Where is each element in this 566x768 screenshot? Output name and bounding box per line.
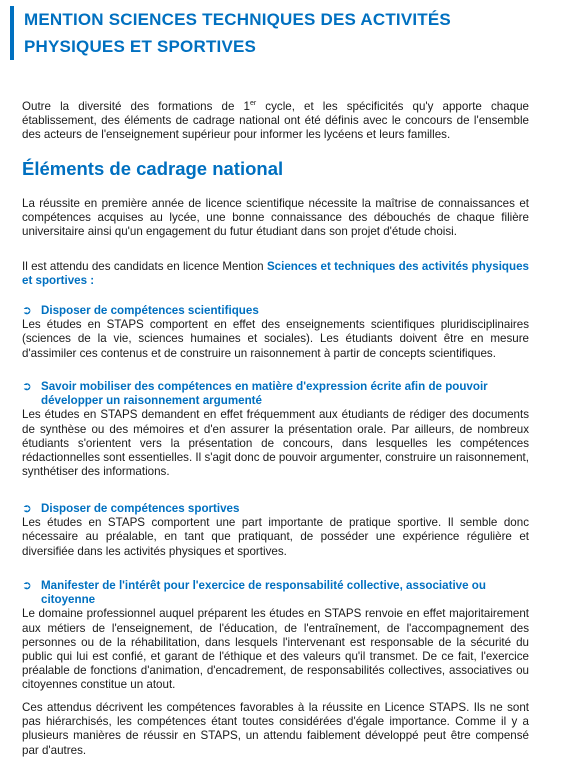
arrow-bullet-icon: ➲ (22, 380, 32, 393)
section-scientifiques (22, 304, 529, 361)
superscript-er: er (249, 100, 257, 107)
outro-paragraph: Ces attendus décrivent les compétences favorables à la réussite en Licence STAPS. Ils ne sont pas hiérarchisés, les compétences étant toutes considérées d'égale importance. Comme il y a plusieurs manières de réussir en STAPS, un attendu faiblement développé peut être compensé par d'autres. (22, 701, 529, 757)
intro-paragraph: Outre la diversité des formations de 1er cycle, et les spécificités qu'y apporte chaque établissement, des éléments de cadrage national ont été définis avec le concours de l'ensemble des acteurs de l'enseignement supérieur pour informer les lycéens et leurs familles. (22, 99, 529, 142)
arrow-bullet-icon: ➲ (22, 502, 32, 515)
intro-block (22, 97, 529, 142)
section-text-1: Les études en STAPS comportent en effet des enseignements scientifiques pluridisciplinaires (sciences de la vie, sciences humaines et sociales). Les étudiants doivent être en mesure d'assimiler ces contenus et de construire un raisonnement à partir de concepts scientifiques. (22, 318, 529, 360)
attendu-block (22, 260, 529, 288)
title-line-1: MENTION SCIENCES TECHNIQUES DES ACTIVITÉS (24, 10, 451, 29)
section-expression-ecrite (22, 380, 529, 479)
section-heading-2: ➲ Savoir mobiliser des compétences en matière d'expression écrite afin de pouvoir développer un raisonnement argumenté (22, 380, 488, 408)
section-text-2: Les études en STAPS demandent en effet fréquemment aux étudiants de rédiger des documents de synthèse ou des mémoires et d'en assurer la présentation orale. Par ailleurs, de nombreux étudiants s'orientent vers la présentation de concours, dans lesquelles les compétences rédactionnelles sont essentielles. Il s'agit donc de pouvoir argumenter, construire un raisonnement, synthétiser des informations. (22, 408, 529, 479)
attendu-paragraph: Il est attendu des candidats en licence Mention Sciences et techniques des activités physiques et sportives : (22, 260, 529, 288)
section-heading-4: ➲ Manifester de l'intérêt pour l'exercice de responsabilité collective, associative ou citoyenne (22, 579, 486, 607)
cadrage-paragraph: La réussite en première année de licence scientifique nécessite la maîtrise de connaissances et compétences acquises au lycée, une bonne connaissance des débouchés de chaque filière universitaire ainsi qu'un engagement du futur étudiant dans son projet d'étude choisi. (22, 197, 529, 239)
arrow-bullet-icon: ➲ (22, 304, 32, 317)
cadrage-block (22, 197, 529, 240)
section-heading-1: ➲ Disposer de compétences scientifiques (22, 304, 259, 317)
section-text-3: Les études en STAPS comportent une part importante de pratique sportive. Il semble donc nécessaire au préalable, en tant que pratiquant, de posséder une expérience régulière et diversifiée dans les activités physiques et sportives. (22, 516, 529, 558)
section-text-4: Le domaine professionnel auquel préparent les études en STAPS renvoie en effet majoritairement aux métiers de l'enseignement, de l'éducation, de l'entraînement, de l'accompagnement des personnes ou de la réhabilitation, dans lesquels l'intervenant est responsable de la sécurité du public qui lui est confié, et garant de l'éthique et des valeurs qu'il transmet. De ce fait, l'exercice préalable de fonctions d'animation, d'encadrement, de responsabilités collectives, associatives ou citoyennes constitue un atout. (22, 607, 529, 692)
section-heading: Éléments de cadrage national (22, 158, 284, 179)
section-heading-3: ➲ Disposer de compétences sportives (22, 502, 240, 515)
section-responsabilite (22, 579, 529, 693)
attendu-highlight: Sciences et techniques des activités physiques et sportives : (22, 260, 529, 288)
arrow-bullet-icon: ➲ (22, 579, 32, 592)
section-sportives (22, 502, 529, 559)
title-line-2: PHYSIQUES ET SPORTIVES (24, 37, 257, 56)
document-title (10, 6, 554, 60)
outro-block (22, 701, 529, 758)
